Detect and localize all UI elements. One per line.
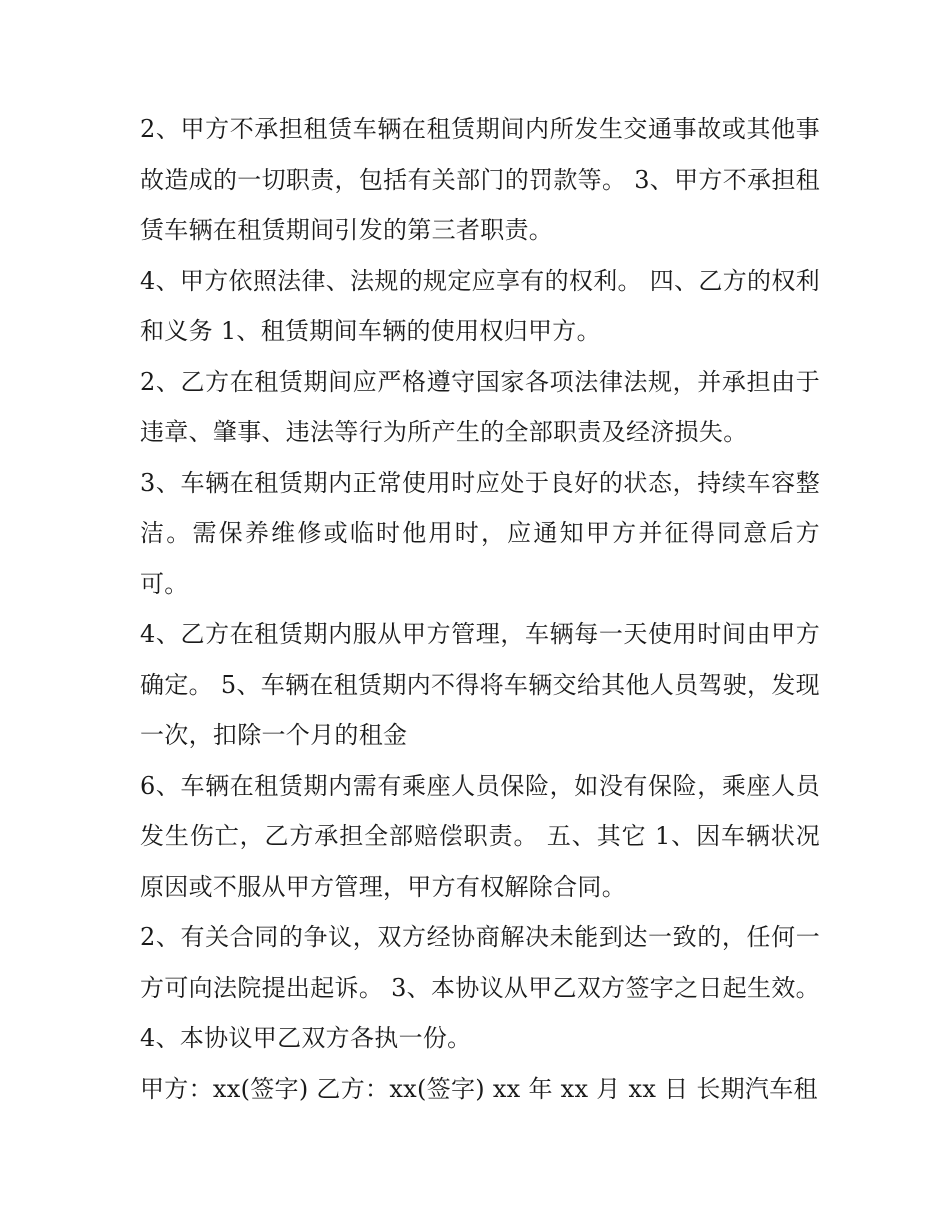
paragraph-2: 4、甲方依照法律、法规的规定应享有的权利。 四、乙方的权利和义务 1、租赁期间车辆的使用权归甲方。 (140, 266, 820, 345)
paragraph-6: 6、车辆在租赁期内需有乘座人员保险，如没有保险，乘座人员发生伤亡，乙方承担全部赔偿职责。 五、其它 1、因车辆状况原因或不服从甲方管理，甲方有权解除合同。 (140, 771, 820, 901)
paragraph-5: 4、乙方在租赁期内服从甲方管理，车辆每一天使用时间由甲方确定。 5、车辆在租赁期内不得将车辆交给其他人员驾驶，发现一次，扣除一个月的租金 (140, 620, 820, 749)
document-body (140, 104, 820, 1114)
signature-line: 甲方：xx(签字) 乙方：xx(签字) xx 年 xx 月 xx 日 长期汽车租 (140, 1074, 818, 1103)
paragraph-1: 2、甲方不承担租赁车辆在租赁期间内所发生交通事故或其他事故造成的一切职责，包括有关部门的罚款等。 3、甲方不承担租赁车辆在租赁期间引发的第三者职责。 (140, 115, 820, 244)
paragraph-3: 2、乙方在租赁期间应严格遵守国家各项法律法规，并承担由于违章、肇事、违法等行为所产生的全部职责及经济损失。 (140, 367, 820, 446)
paragraph-7: 2、有关合同的争议，双方经协商解决未能到达一致的，任何一方可向法院提出起诉。 3、本协议从甲乙双方签字之日起生效。 4、本协议甲乙双方各执一份。 (140, 923, 820, 1052)
paragraph-4: 3、车辆在租赁期内正常使用时应处于良好的状态，持续车容整洁。需保养维修或临时他用时，应通知甲方并征得同意后方可。 (140, 468, 820, 598)
